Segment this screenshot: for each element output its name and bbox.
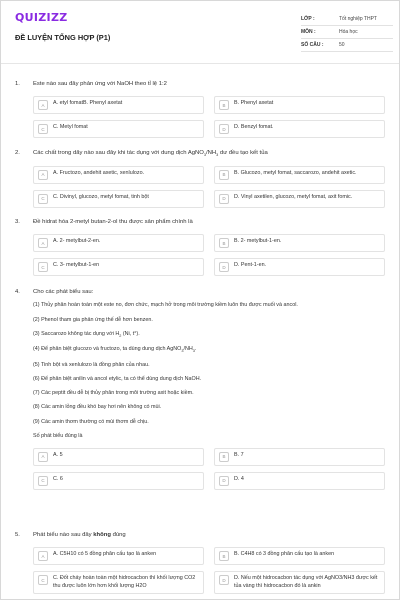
option-text: A. 5 (53, 451, 63, 458)
option-letter: B (219, 100, 229, 110)
option-d[interactable] (214, 571, 385, 594)
option-a[interactable] (33, 96, 204, 114)
option-a[interactable] (33, 234, 204, 252)
question-4 (15, 289, 385, 496)
statement-1: (1) Thủy phân hoàn toàn một este no, đơn chức, mạch hở trong môi trường kiềm luôn thu được muối và ancol. (33, 302, 298, 309)
option-c[interactable] (33, 571, 204, 594)
option-text: B. 7 (234, 451, 244, 458)
meta-subject-value: Hóa học (339, 28, 358, 35)
option-letter: A (38, 238, 48, 248)
question-3 (15, 219, 385, 282)
option-text: C. Divinyl, glucozo, metyl fomat, tinh bột (53, 193, 149, 200)
question-text: Cho các phát biểu sau: (33, 289, 94, 295)
option-text: B. 2- metylbut-1-en. (234, 238, 282, 245)
option-letter: D (219, 575, 229, 585)
option-b[interactable] (214, 547, 385, 565)
worksheet-title: ĐỀ LUYỆN TỔNG HỢP (P1) (15, 33, 111, 42)
option-a[interactable] (33, 448, 204, 466)
option-text: D. Benzyl fomat. (234, 124, 274, 131)
statement-2: (2) Phenol tham gia phản ứng thế dễ hơn benzen. (33, 316, 153, 323)
meta-class-label: LỚP : (301, 15, 315, 22)
question-2 (15, 150, 385, 214)
option-text: B. C4H8 có 3 đồng phân cấu tạo là anken (234, 551, 335, 558)
option-letter: D (219, 194, 229, 204)
option-letter: D (219, 262, 229, 272)
option-d[interactable] (214, 120, 385, 138)
option-letter: B (219, 238, 229, 248)
statement-list (33, 302, 385, 439)
option-text: A. Fructozo, andehit axetic, xenlulozo. (53, 169, 145, 176)
question-number: 3. (15, 219, 20, 225)
option-text: D. 4 (234, 475, 244, 482)
option-c[interactable] (33, 190, 204, 208)
meta-subject-row (301, 26, 393, 39)
question-number: 2. (15, 150, 20, 156)
option-letter: A (38, 170, 48, 180)
option-a[interactable] (33, 547, 204, 565)
question-text: Phát biểu nào sau đây không đúng (33, 532, 126, 538)
option-letter: A (38, 100, 48, 110)
option-letter: C (38, 476, 48, 486)
quizizz-logo: QUIZIZZ (15, 11, 68, 24)
count-prompt: Số phát biểu đúng là (33, 432, 83, 439)
question-text: Este nào sau đây phản ứng với NaOH theo tỉ lệ 1:2 (33, 81, 167, 87)
option-b[interactable] (214, 166, 385, 184)
option-letter: B (219, 170, 229, 180)
question-text: Các chất trong dãy nào sau đây khi tác dụng với dung dịch $AgNO_3/NH_3$ dư đều tạo kết tủa (33, 150, 268, 158)
question-number: 5. (15, 532, 20, 538)
meta-count-value: 50 (339, 41, 345, 48)
meta-count-row (301, 39, 393, 52)
option-text: B. Glucozo, metyl fomat, saccarozo, andehit axetic. (234, 169, 357, 176)
option-c[interactable] (33, 120, 204, 138)
option-letter: C (38, 194, 48, 204)
option-letter: A (38, 551, 48, 561)
option-text: A. etyl fomatB. Phenyl axetat (53, 100, 123, 107)
option-letter: A (38, 452, 48, 462)
statement-8: (8) Các amin lỏng đều khó bay hơi nên không có mùi. (33, 404, 162, 411)
option-c[interactable] (33, 258, 204, 276)
question-number: 4. (15, 289, 20, 295)
option-c[interactable] (33, 472, 204, 490)
option-d[interactable] (214, 258, 385, 276)
option-d[interactable] (214, 190, 385, 208)
question-number: 1. (15, 81, 20, 87)
option-letter: B (219, 551, 229, 561)
statement-6: (6) Để phân biệt anilin và ancol etylic, ta có thể dùng dung dịch NaOH. (33, 375, 202, 382)
option-text: C. Metyl fomat (53, 124, 88, 131)
option-d[interactable] (214, 472, 385, 490)
option-letter: B (219, 452, 229, 462)
option-b[interactable] (214, 448, 385, 466)
option-text: D. Nếu một hidrocacbon tác dụng với AgNO3/NH3 được kết tủa vàng thì hidrocacbon đó là ankin (234, 575, 378, 589)
meta-count-label: SỐ CÂU : (301, 41, 324, 48)
option-text: C. 3- metylbut-1-en (53, 262, 100, 269)
statement-5: (5) Tinh bột và xenlulozo là đồng phân của nhau. (33, 361, 150, 368)
header-divider (1, 63, 399, 64)
meta-class-row (301, 13, 393, 26)
option-a[interactable] (33, 166, 204, 184)
meta-class-value: Tốt nghiệp THPT (339, 15, 377, 22)
statement-3: (3) Saccarozo không tác dụng với $H_2$ (Ni, t°). (33, 330, 140, 338)
option-letter: C (38, 124, 48, 134)
option-text: C. Đốt cháy hoàn toàn một hidrocacbon thì khối lượng CO2 thu được luôn lớn hơn khối lượng H2O (53, 575, 196, 589)
statement-7: (7) Các peptit đều dễ bị thủy phân trong môi trường axit hoặc kiềm. (33, 390, 194, 396)
option-text: D. Pent-1-en. (234, 262, 267, 269)
option-letter: D (219, 476, 229, 486)
option-letter: C (38, 262, 48, 272)
option-text: A. C5H10 có 5 đồng phân cấu tạo là anken (53, 551, 157, 558)
option-letter: C (38, 575, 48, 585)
option-text: D. Vinyl axetilen, glucozo, metyl fomat, axit fomic. (234, 193, 353, 200)
option-text: A. 2- metylbut-2-en. (53, 238, 101, 245)
statement-9: (9) Các amin thơm thường có mùi thơm dễ chịu. (33, 418, 149, 425)
option-text: B. Phenyl axetat (234, 100, 274, 107)
question-5 (15, 532, 385, 600)
option-b[interactable] (214, 96, 385, 114)
meta-subject-label: MÔN : (301, 28, 316, 35)
question-text: Đề hidrat hóa 2-metyl butan-2-ol thu được sản phẩm chính là (33, 219, 193, 225)
worksheet-meta (301, 13, 393, 52)
statement-4: (4) Để phân biệt glucozo và fructozo, ta dùng dung dịch $AgNO_3/NH_3$. (33, 346, 197, 354)
option-b[interactable] (214, 234, 385, 252)
question-1 (15, 81, 385, 144)
option-letter: D (219, 124, 229, 134)
option-text: C. 6 (53, 475, 63, 482)
